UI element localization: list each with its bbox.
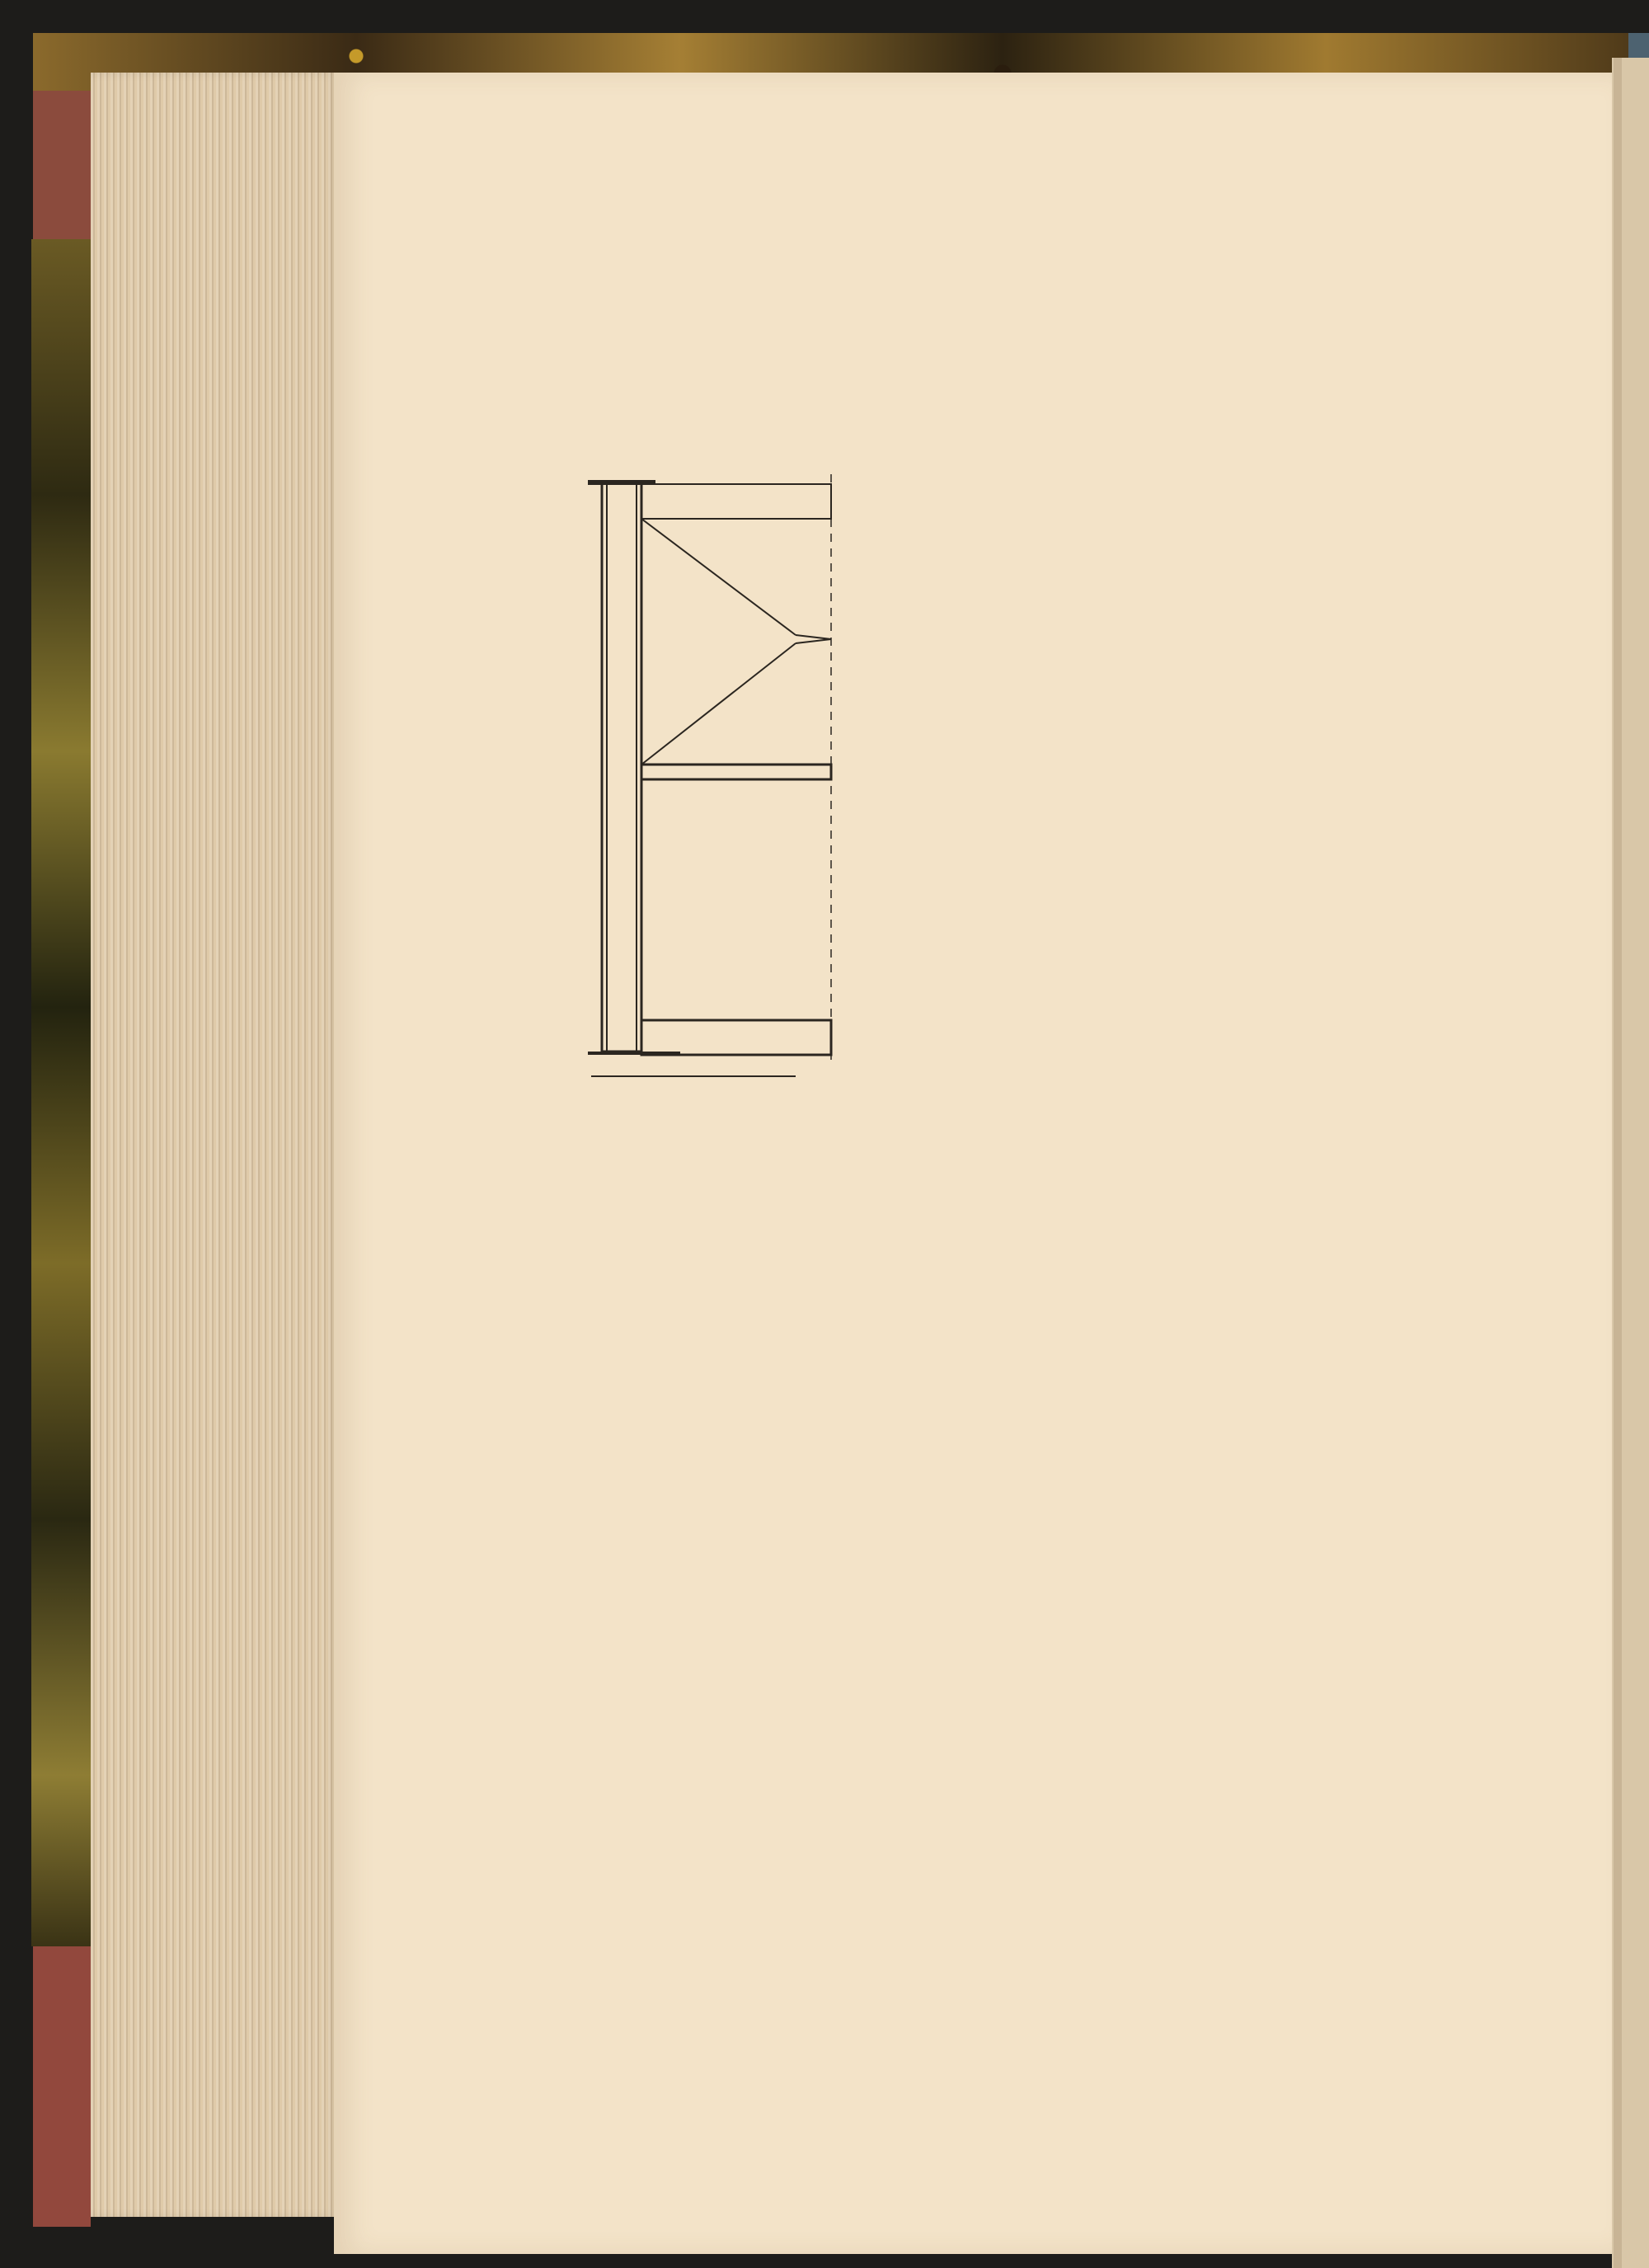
facing-page-edge xyxy=(1612,58,1649,2268)
cover-spine-bottom xyxy=(33,1946,91,2227)
truss-drawing xyxy=(581,466,874,1109)
truss-figure xyxy=(581,466,874,1109)
marbled-cover-left xyxy=(31,239,91,1946)
page xyxy=(334,73,1612,2254)
page-block-edges xyxy=(91,73,338,2217)
